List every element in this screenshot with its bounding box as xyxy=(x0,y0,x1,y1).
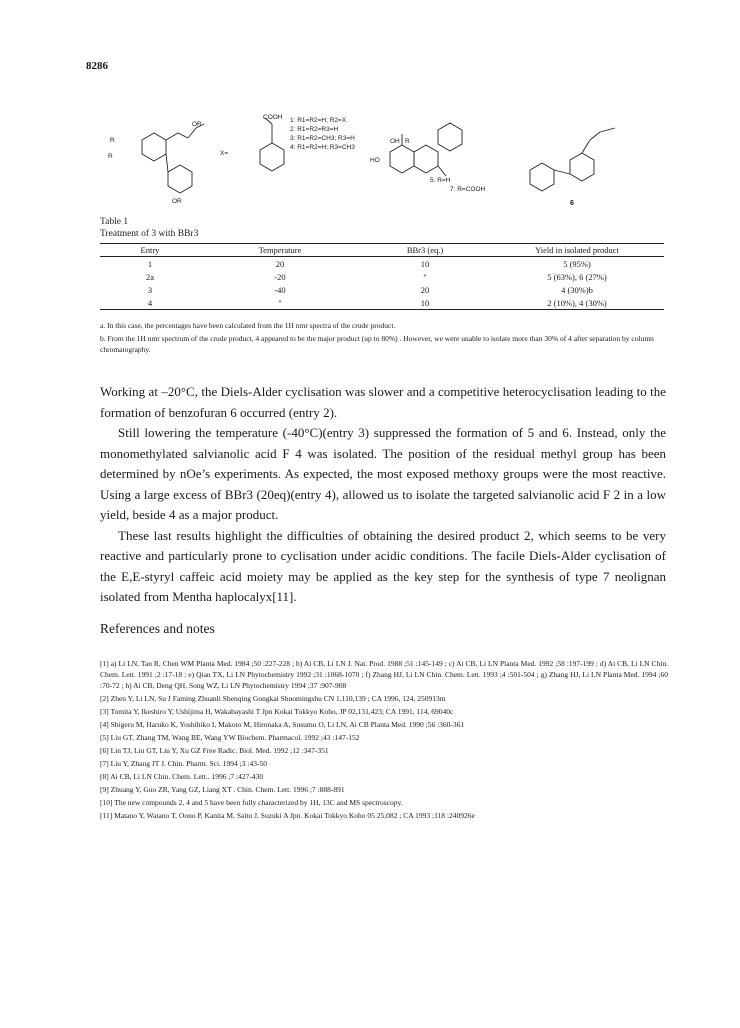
table-row xyxy=(100,270,664,283)
paragraph: These last results highlight the difficulties of obtaining the desired product 2, which seems to be very reactive and particularly prone to cyclisation under acidic conditions. The facile Diels-Alder cyclisation of the E,E-styryl caffeic acid moiety may be applied as the key step for the synthesis of type 7 neolignan isolated from Mentha haplocalyx[11]. xyxy=(100,527,666,604)
results-table xyxy=(100,243,664,310)
table-row xyxy=(100,257,664,271)
body-text xyxy=(100,382,666,608)
cell: 20 xyxy=(275,258,285,269)
cell: 20 xyxy=(420,284,430,295)
scheme-structures xyxy=(100,110,680,215)
cell: 2a xyxy=(145,271,155,282)
cell: 5 (95%) xyxy=(563,258,591,269)
reference: [11] Matano Y, Watano T, Oono P, Kanita M, Saito J, Suzuki A Jpn. Kokai Tokkyo Koho 05 25,082 ; CA 1993 ;118 :240926e xyxy=(100,811,475,820)
scheme-or1: OR xyxy=(172,198,182,205)
scheme-x-label: X= xyxy=(220,150,229,157)
cell: 3 xyxy=(147,284,153,295)
reference: [3] Tomita Y, Ikeshiro Y, Ushijima H, Wakabayashi T Jpn Kokai Tokkyo Koho, JP 02,131,423; CA 1991, 114, 69040c xyxy=(100,707,454,716)
scheme-sub-4: 4: R1=R2=H; R3=CH3 xyxy=(290,144,355,151)
table-row xyxy=(100,296,664,310)
cell: 10 xyxy=(420,297,430,308)
scheme-sub-2: 2: R1=R2=R3=H xyxy=(290,126,339,133)
table-caption xyxy=(100,216,198,240)
cell: -40 xyxy=(274,284,286,295)
scheme-sub-3: 3: R1=R2=CH3; R3=H xyxy=(290,135,355,142)
references-heading: References and notes xyxy=(100,621,215,636)
scheme-sub-1: 1: R1=R2=H; R2=X xyxy=(290,117,347,124)
scheme-cpd5: 5: R=H xyxy=(430,177,451,184)
table-title: Table 1 xyxy=(100,217,129,227)
scheme-cooh: COOH xyxy=(263,114,283,121)
reference: [7] Liu Y, Zhang JT J. Chin. Pharm. Sci. 1994 ;3 :43-50 xyxy=(100,759,267,768)
col-bbr3: BBr3 (eq.) xyxy=(406,245,444,255)
scheme-cpd7: 7: R=COOH xyxy=(450,186,486,193)
scheme-r-5: R xyxy=(405,138,410,145)
footnote-b: b. From the 1H nmr spectrum of the crude product, 4 appeared to be the major product (up to 80%) . However, we were unable to isolate more than 30% of 4 after separation by column chromatography. xyxy=(100,334,654,354)
table-subtitle: Treatment of 3 with BBr3 xyxy=(100,229,199,239)
paragraph: Still lowering the temperature (-40°C)(entry 3) suppressed the formation of 5 and 6. Instead, only the monomethylated salvianolic acid F 4 was isolated. The position of the residual methyl group has been determined by nOe’s experiments. As expected, the most exposed methoxy groups were the most reactive. Using a large excess of BBr3 (20eq)(entry 4), allowed us to isolate the targeted salvianolic acid F 2 in a low yield, beside 4 as a major product. xyxy=(100,425,666,522)
reference: [10] The new compounds 2, 4 and 5 have been fully characterized by 1H, 13C and MS spectroscopy. xyxy=(100,798,403,807)
scheme-oh-5: OH xyxy=(390,138,400,145)
cell: " xyxy=(278,297,282,308)
scheme-ho-5: HO xyxy=(370,157,380,164)
cell: 5 (63%), 6 (27%) xyxy=(547,271,607,282)
reference: [2] Zhen Y, Li LN, Su J Faming Zhuanli Shenqing Gongkai Shuomingshu CN 1,110,139 ; CA 1996, 124, 250913m xyxy=(100,694,446,703)
cell: 2 (10%), 4 (30%) xyxy=(547,297,607,308)
scheme-r1o-b: R xyxy=(108,153,113,160)
reference: [4] Shigeru M, Haruko K, Yoshihiko I, Makoto M, Hironaka A, Susumu O, Li LN, Ai CB Planta Med. 1990 ;56 :360-361 xyxy=(100,720,465,729)
scheme-r1o-a: R xyxy=(110,137,115,144)
reference: [5] Liu GT, Zhang TM, Wang BE, Wang YW Biochem. Pharmacol. 1992 ;43 :147-152 xyxy=(100,733,360,742)
paragraph: Working at –20°C, the Diels-Alder cyclisation was slower and a competitive heterocyclisation leading to the formation of benzofuran 6 occurred (entry 2). xyxy=(100,384,666,420)
cell: 1 xyxy=(147,258,153,269)
cell: " xyxy=(423,271,427,282)
cell: 4 xyxy=(147,297,153,308)
reference: [8] Ai CB, Li LN Chin. Chem. Lett.. 1996 ;7 :427-430 xyxy=(100,772,264,781)
reference: [1] a) Li LN, Tan R, Chen WM Planta Med. 1984 ;50 :227-228 ; b) Ai CB, Li LN J. Nat. Prod. 1988 ;51 :145-149 ; c) Ai CB, Li LN Planta Med. 1992 ;58 :197-199 ; d) Ai CB, Li LN Chin. Chem. Lett. 1991 ;2 :17-18 ; e) Qian TX, Li LN Phytochemistry 1992 ;31 :1068-1070 ; f) Zhang HJ, Li LN Chin. Chem. Lett. 1993 ;4 :501-504 ; g) Zhang HJ, Li LN Planta Med. 1994 ;60 :70-72 ; h) Ai CB, Deng QH, Song WZ, Li LN Phytochemistry 1994 ;37 :907-908 xyxy=(100,659,668,690)
references-list xyxy=(100,658,668,823)
col-yield: Yield in isolated product xyxy=(535,245,619,255)
col-entry: Entry xyxy=(140,245,160,255)
footnote-a: a. In this case, the percentages have been calculated from the 1H nmr spectra of the crude product. xyxy=(100,321,396,330)
cell: -20 xyxy=(274,271,286,282)
scheme-cpd6: 6 xyxy=(570,200,574,207)
table-row xyxy=(100,283,664,296)
reference: [6] Lin TJ, Liu GT, Liu Y, Xu GZ Free Radic. Biol. Med. 1992 ;12 :347-351 xyxy=(100,746,329,755)
page-number: 8286 xyxy=(86,60,108,72)
cell: 10 xyxy=(420,258,430,269)
col-temperature: Temperature xyxy=(258,245,302,255)
cell: 4 (30%)b xyxy=(561,284,593,295)
reference: [9] Zhuang Y, Guo ZR, Yang GZ, Liang XT . Chin. Chem. Lett. 1996 ;7 :888-891 xyxy=(100,785,345,794)
table-footnotes xyxy=(100,320,670,357)
reaction-scheme xyxy=(100,110,680,215)
scheme-or2: OR xyxy=(192,121,202,128)
